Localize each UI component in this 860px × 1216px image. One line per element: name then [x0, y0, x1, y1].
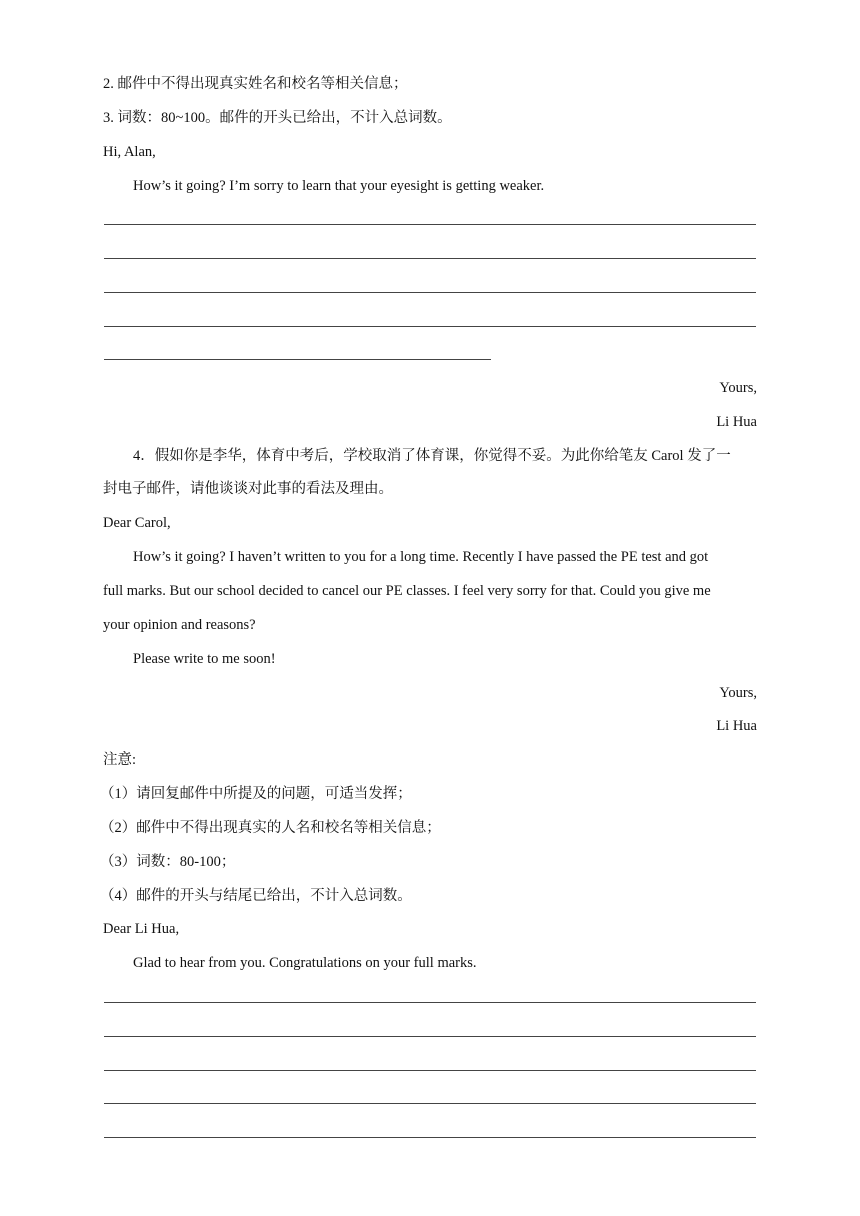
letter-closing: Yours, [719, 380, 757, 396]
writing-line[interactable] [104, 1070, 756, 1071]
letter-signature: Li Hua [716, 414, 757, 430]
letter-greeting: Hi, Alan, [103, 144, 156, 160]
reply-greeting: Dear Li Hua, [103, 921, 180, 937]
notice-item: （4）邮件的开头与结尾已给出，不计入总词数。 [100, 888, 412, 904]
notice-title: 注意: [103, 752, 137, 768]
letter-body-line-2: full marks. But our school decided to cancel our PE classes. I feel very sorry for that. Could you give me [103, 583, 711, 599]
note-2: 2. 邮件中不得出现真实姓名和校名等相关信息； [103, 76, 408, 92]
notice-item: （1）请回复邮件中所提及的问题，可适当发挥； [100, 786, 412, 802]
notice-item: （3）词数：80-100； [100, 854, 236, 870]
letter-body-line-4: Please write to me soon! [133, 651, 276, 667]
letter-greeting: Dear Carol, [103, 515, 171, 531]
reply-opening: Glad to hear from you. Congratulations on your full marks. [133, 955, 477, 971]
question-prompt-line-1: 4．假如你是李华，体育中考后，学校取消了体育课，你觉得不妥。为此你给笔友 Carol 发了一 [133, 448, 731, 464]
letter-opening: How’s it going? I’m sorry to learn that your eyesight is getting weaker. [133, 178, 545, 194]
writing-line[interactable] [104, 1002, 756, 1003]
letter-closing: Yours, [719, 685, 757, 701]
question-prompt-line-2: 封电子邮件，请他谈谈对此事的看法及理由。 [103, 481, 393, 497]
writing-line[interactable] [104, 1103, 756, 1104]
writing-line[interactable] [104, 224, 756, 225]
writing-line[interactable] [104, 326, 756, 327]
writing-line[interactable] [104, 292, 756, 293]
letter-body-line-3: your opinion and reasons? [103, 617, 256, 633]
writing-line[interactable] [104, 1036, 756, 1037]
letter-body-line-1: How’s it going? I haven’t written to you for a long time. Recently I have passed the PE test and got [133, 549, 709, 565]
letter-signature: Li Hua [716, 718, 757, 734]
writing-line[interactable] [104, 1137, 756, 1138]
writing-line[interactable] [104, 258, 756, 259]
note-3: 3. 词数：80~100。邮件的开头已给出，不计入总词数。 [103, 110, 452, 126]
writing-line[interactable] [104, 359, 491, 360]
notice-item: （2）邮件中不得出现真实的人名和校名等相关信息； [100, 820, 441, 836]
